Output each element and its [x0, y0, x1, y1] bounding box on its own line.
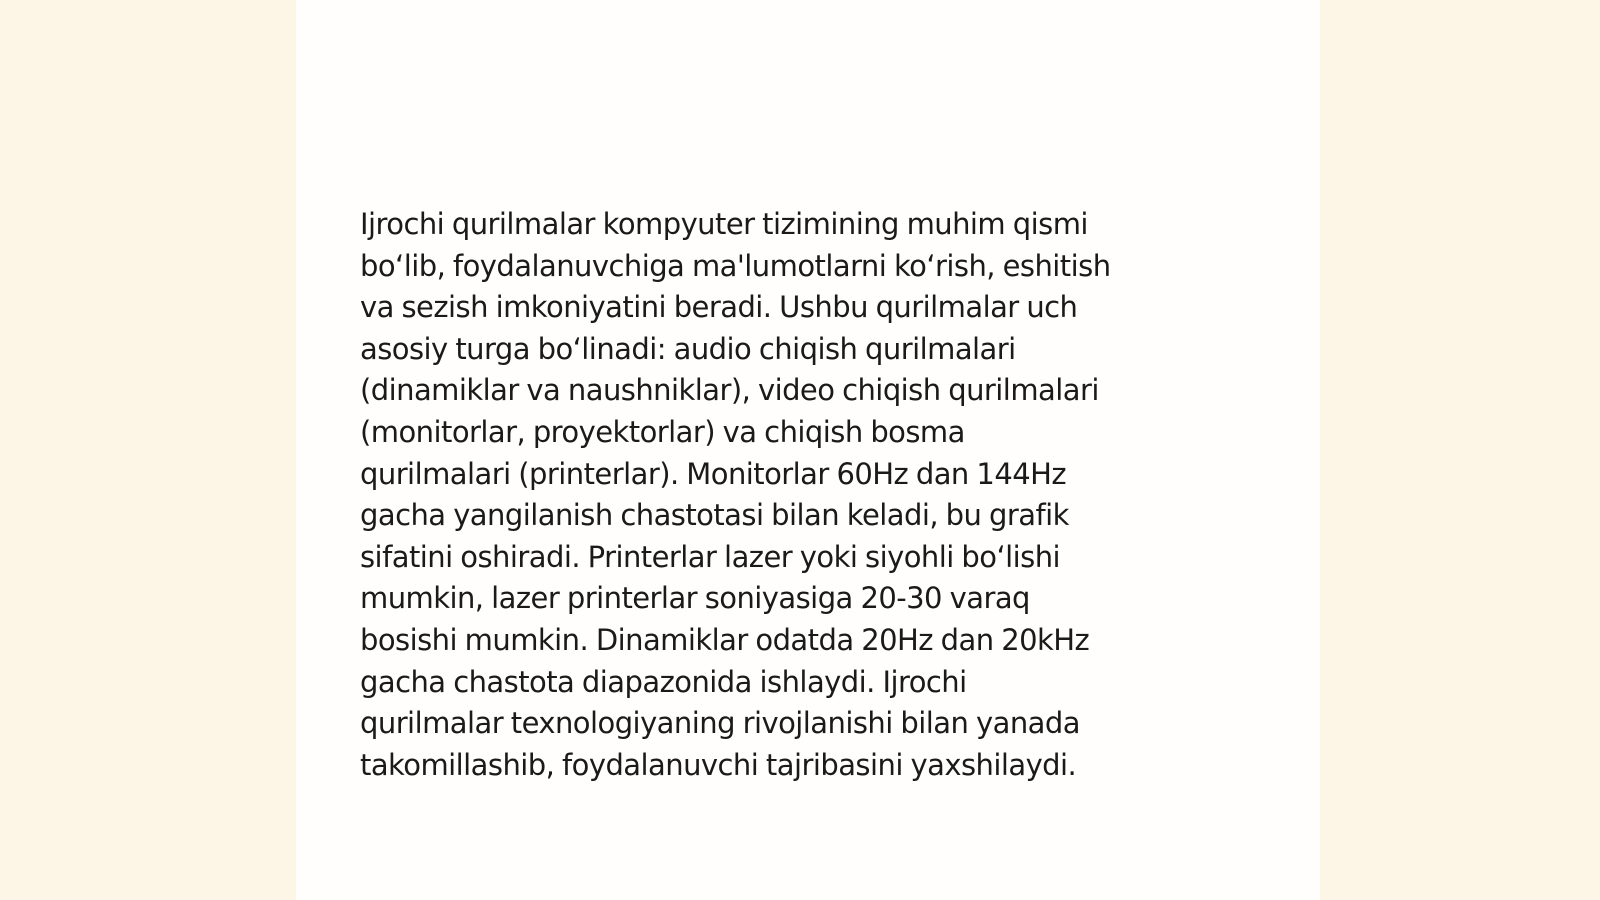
- paragraph-line: gacha yangilanish chastotasi bilan keladi, bu grafik: [360, 498, 1069, 533]
- paragraph-line: bosishi mumkin. Dinamiklar odatda 20Hz dan 20kHz: [360, 622, 1090, 657]
- paragraph-line: bo‘lib, foydalanuvchiga ma'lumotlarni ko‘rish, eshitish: [360, 248, 1111, 283]
- paragraph-line: (monitorlar, proyektorlar) va chiqish bosma: [360, 414, 965, 449]
- paragraph-line: gacha chastota diapazonida ishlaydi. Ijrochi: [360, 664, 967, 699]
- paragraph-line: qurilmalar texnologiyaning rivojlanishi bilan yanada: [360, 706, 1080, 741]
- body-paragraph: [360, 204, 1240, 786]
- paragraph-line: takomillashib, foydalanuvchi tajribasini yaxshilaydi.: [360, 747, 1077, 782]
- paragraph-line: (dinamiklar va naushniklar), video chiqish qurilmalari: [360, 373, 1099, 408]
- paragraph-line: Ijrochi qurilmalar kompyuter tizimining muhim qismi: [360, 207, 1088, 241]
- document-page: [296, 0, 1320, 900]
- paragraph-line: asosiy turga bo‘linadi: audio chiqish qurilmalari: [360, 331, 1016, 366]
- paragraph-line: mumkin, lazer printerlar soniyasiga 20-30 varaq: [360, 581, 1030, 616]
- paragraph-line: sifatini oshiradi. Printerlar lazer yoki siyohli bo‘lishi: [360, 539, 1061, 574]
- paragraph-line: va sezish imkoniyatini beradi. Ushbu qurilmalar uch: [360, 290, 1078, 325]
- paragraph-line: qurilmalari (printerlar). Monitorlar 60Hz dan 144Hz: [360, 456, 1067, 491]
